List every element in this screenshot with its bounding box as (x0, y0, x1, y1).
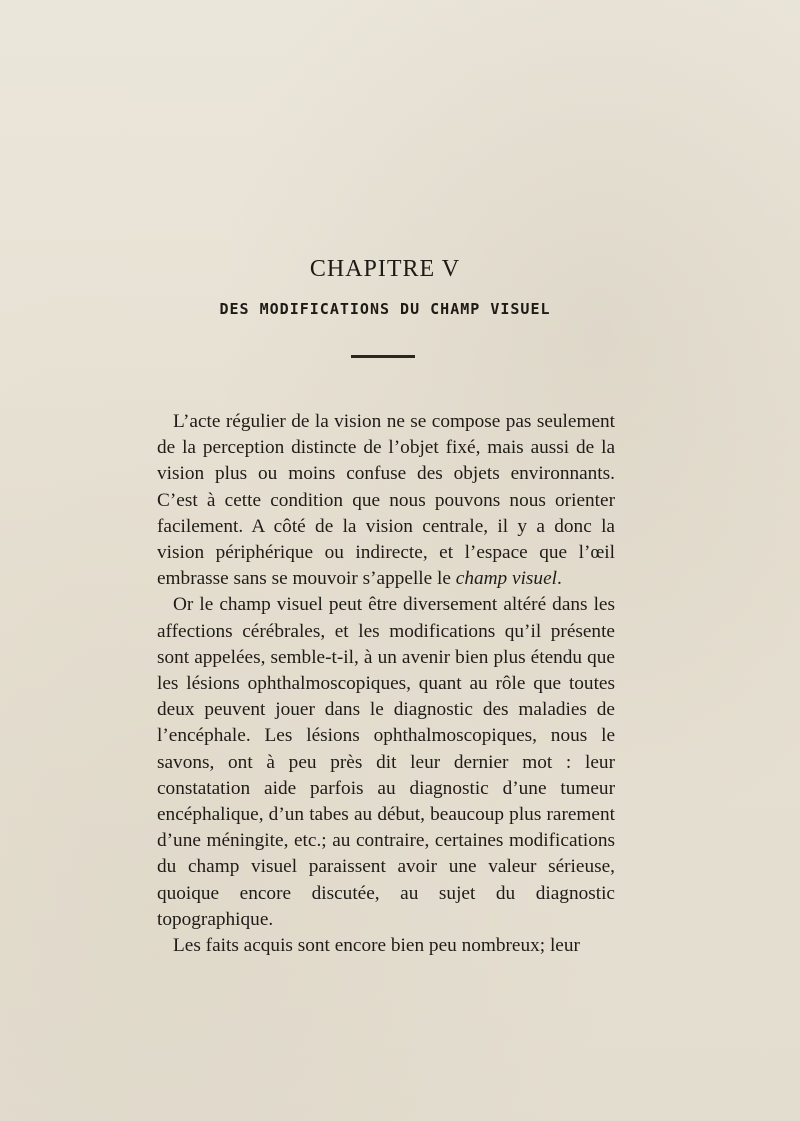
paragraph-1-text: L’acte régulier de la vision ne se compose pas seulement de la perception distincte de l’objet fixé, mais aussi de la vision plus ou moins confuse des objets environnants. C’est à cette condition que nous pouvons nous orienter facilement. A côté de la vision centrale, il y a donc la vision périphérique ou indirecte, et l’espace que l’œil embrasse sans se mouvoir s’appelle le (157, 411, 615, 590)
chapter-subtitle: DES MODIFICATIONS DU CHAMP VISUEL (219, 300, 551, 318)
paragraph-1 (157, 409, 615, 592)
paragraph-1-end: . (556, 568, 562, 590)
paragraph-2 (157, 592, 615, 933)
paragraph-2-text: Or le champ visuel peut être diversement altéré dans les affections cérébrales, et les modifications qu’il présente sont appelées, semble-t-il, à un avenir bien plus étendu que les lésions ophthalmoscopiques, quant au rôle que toutes deux peuvent jouer dans le diagnostic des maladies de l’encéphale. Les lésions ophthalmoscopiques, nous le savons, ont à peu près dit leur dernier mot : leur constatation aide parfois au diagnostic d’une tumeur encéphalique, d’un tabes au début, beaucoup plus rarement d’une méningite, etc.; au contraire, certaines modifications du champ visuel paraissent avoir une valeur sérieuse, quoique encore discutée, au sujet du diagnostic topographique. (157, 594, 615, 930)
paragraph-3-text: Les faits acquis sont encore bien peu nombreux; leur (173, 935, 580, 957)
paragraph-3 (157, 933, 615, 959)
chapter-title: CHAPITRE V (309, 256, 461, 282)
body-text (157, 409, 615, 959)
title-divider (351, 355, 415, 358)
paragraph-1-emphasis: champ visuel (455, 568, 557, 590)
